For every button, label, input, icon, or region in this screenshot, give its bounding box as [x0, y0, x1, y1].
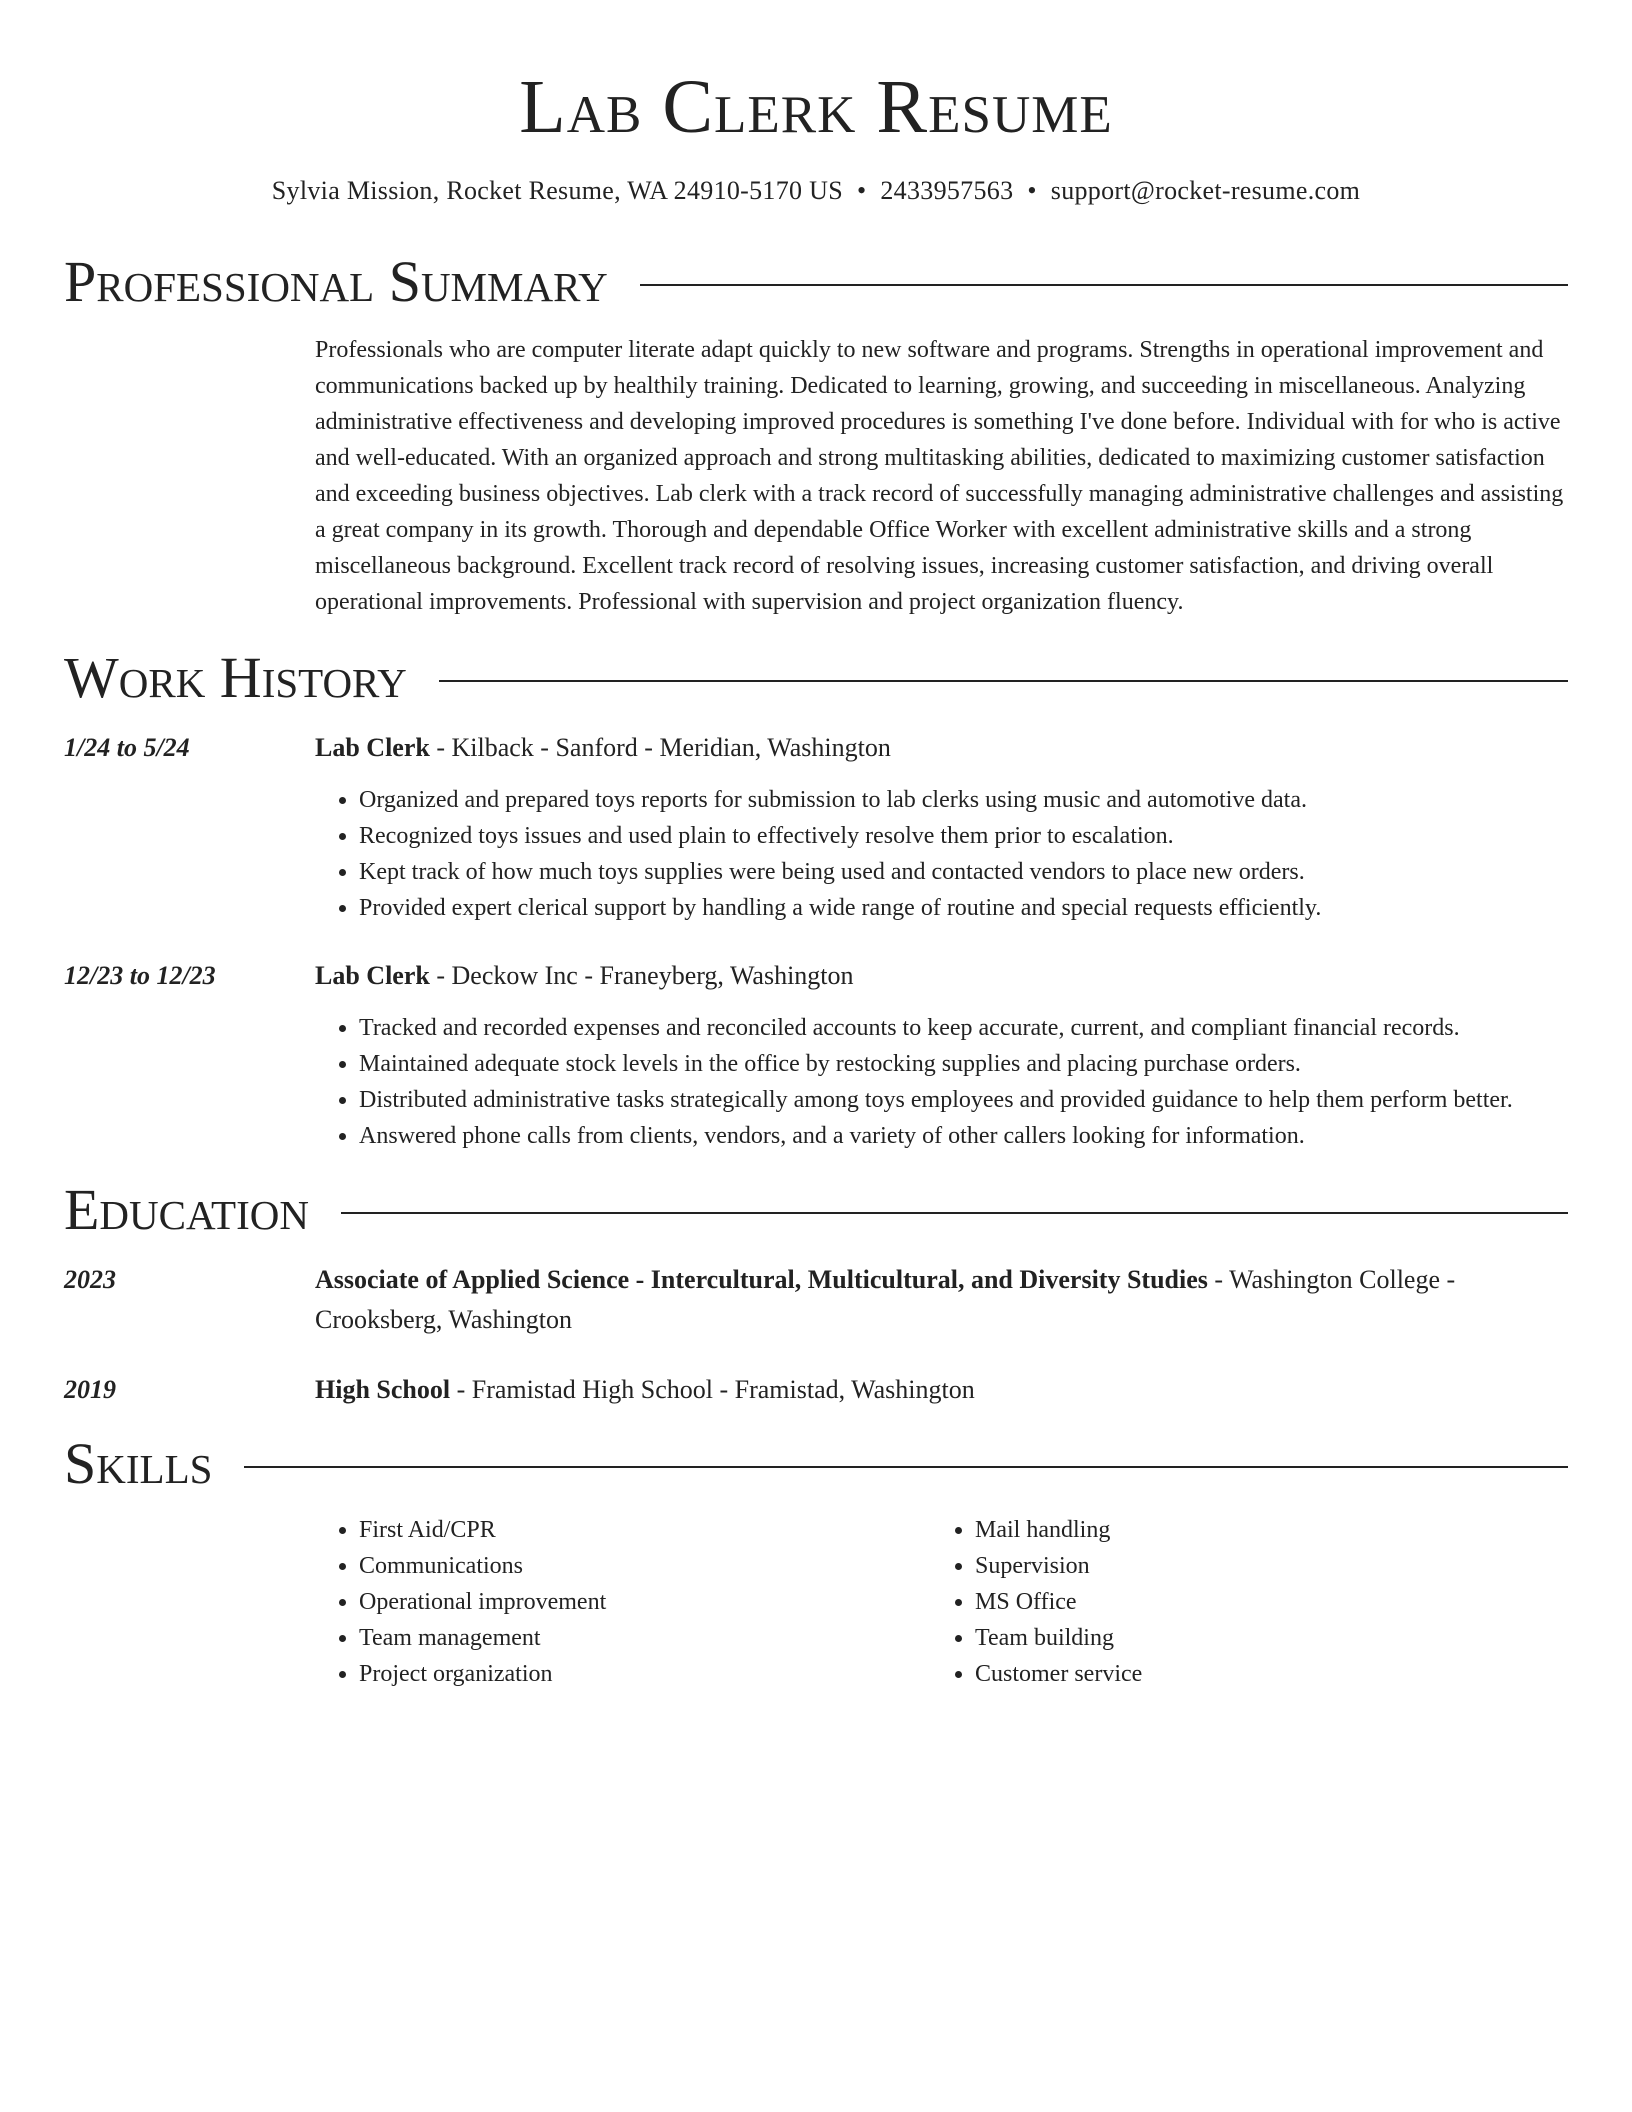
skill-item: • Project organization	[359, 1656, 931, 1692]
skill-item: • Customer service	[975, 1656, 1547, 1692]
job-content	[315, 956, 1568, 1154]
list-item: • Kept track of how much toys supplies were being used and contacted vendors to place new orders.	[359, 854, 1568, 890]
education-details: - Washington College - Crooksberg, Washington	[315, 1265, 1456, 1334]
education-year: 2023	[64, 1265, 116, 1294]
education-section-header	[64, 1178, 1568, 1242]
job-details: - Kilback - Sanford - Meridian, Washington	[429, 733, 891, 762]
education-degree: Associate of Applied Science - Intercultural, Multicultural, and Diversity Studies	[315, 1265, 1208, 1294]
list-item: • Recognized toys issues and used plain to effectively resolve them prior to escalation.	[359, 818, 1568, 854]
skills-column-left	[315, 1512, 931, 1692]
section-divider	[244, 1466, 1568, 1468]
skill-item: • MS Office	[975, 1584, 1547, 1620]
skills-list	[315, 1512, 1568, 1692]
summary-text: Professionals who are computer literate adapt quickly to new software and programs. Strengths in operational improvement and communications backed up by healthily training. Dedicated to learning, growing, and succeeding in miscellaneous. Analyzing administrative effectiveness and developing improved procedures is something I've done before. Individual with for who is active and well-educated. With an organized approach and strong multitasking abilities, dedicated to maximizing customer satisfaction and exceeding business objectives. Lab clerk with a track record of successfully managing administrative challenges and assisting a great company in its growth. Thorough and dependable Office Worker with excellent administrative skills and a strong miscellaneous background. Excellent track record of resolving issues, increasing customer satisfaction, and driving overall operational improvements. Professional with supervision and project organization fluency.	[315, 337, 1564, 615]
skill-item: • Operational improvement	[359, 1584, 931, 1620]
job-bullets	[315, 1010, 1568, 1154]
job-entry	[64, 728, 1568, 926]
skill-item: • First Aid/CPR	[359, 1512, 931, 1548]
job-bullets	[315, 782, 1568, 926]
contact-separator: •	[1027, 176, 1037, 205]
education-degree: High School	[315, 1375, 451, 1404]
skill-item: • Communications	[359, 1548, 931, 1584]
education-entry	[64, 1370, 1568, 1410]
section-divider	[439, 680, 1568, 682]
work-heading: Work History	[64, 645, 407, 710]
summary-heading: Professional Summary	[64, 249, 608, 314]
job-dates: 1/24 to 5/24	[64, 733, 190, 762]
skills-section-header	[64, 1432, 1568, 1496]
skill-item: • Mail handling	[975, 1512, 1547, 1548]
job-content	[315, 728, 1568, 926]
list-item: • Distributed administrative tasks strategically among toys employees and provided guidance to help them perform better.	[359, 1082, 1568, 1118]
resume-title: Lab Clerk Resume	[519, 65, 1113, 149]
skill-item: • Team building	[975, 1620, 1547, 1656]
skill-item: • Team management	[359, 1620, 931, 1656]
resume-page	[64, 0, 1568, 1692]
job-dates: 12/23 to 12/23	[64, 961, 216, 990]
job-entry	[64, 956, 1568, 1154]
contact-separator: •	[856, 176, 867, 205]
work-section-header	[64, 646, 1568, 710]
contact-line	[64, 174, 1568, 208]
list-item: • Tracked and recorded expenses and reconciled accounts to keep accurate, current, and compliant financial records.	[359, 1010, 1568, 1046]
skill-item: • Supervision	[975, 1548, 1547, 1584]
education-entry	[64, 1260, 1568, 1340]
contact-address: Sylvia Mission, Rocket Resume, WA 24910-5170 US	[271, 176, 843, 205]
job-title: Lab Clerk	[315, 733, 430, 762]
education-content	[315, 1260, 1568, 1340]
education-details: - Framistad High School - Framistad, Washington	[450, 1375, 975, 1404]
education-heading: Education	[64, 1177, 309, 1242]
skills-column-right	[931, 1512, 1547, 1692]
job-heading	[315, 728, 1568, 768]
job-title: Lab Clerk	[315, 961, 430, 990]
list-item: • Provided expert clerical support by handling a wide range of routine and special requests efficiently.	[359, 890, 1568, 926]
list-item: • Maintained adequate stock levels in the office by restocking supplies and placing purchase orders.	[359, 1046, 1568, 1082]
section-divider	[640, 284, 1568, 286]
contact-phone: 2433957563	[880, 176, 1014, 205]
summary-section-header	[64, 250, 1568, 314]
section-divider	[341, 1212, 1568, 1214]
list-item: • Organized and prepared toys reports for submission to lab clerks using music and automotive data.	[359, 782, 1568, 818]
list-item: • Answered phone calls from clients, vendors, and a variety of other callers looking for information.	[359, 1118, 1568, 1154]
contact-email: support@rocket-resume.com	[1050, 176, 1361, 205]
education-content	[315, 1370, 1568, 1410]
job-details: - Deckow Inc - Franeyberg, Washington	[429, 961, 854, 990]
education-year: 2019	[64, 1375, 116, 1404]
skills-heading: Skills	[64, 1431, 213, 1496]
job-heading	[315, 956, 1568, 996]
